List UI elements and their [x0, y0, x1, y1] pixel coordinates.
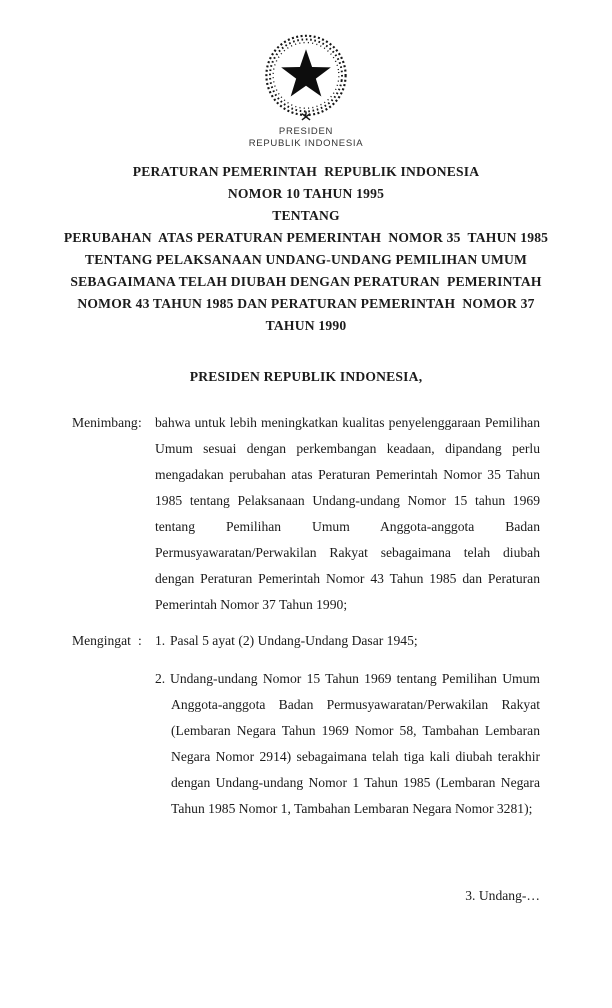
clause-menimbang: [72, 410, 540, 618]
item-number: 2.: [155, 671, 166, 686]
title-line: SEBAGAIMANA TELAH DIUBAH DENGAN PERATURAN PEMERINTAH: [70, 274, 542, 289]
letterhead-republik-indonesia-label: REPUBLIK INDONESIA: [248, 138, 364, 149]
letterhead-presiden-label: PRESIDEN: [278, 126, 334, 137]
title-line: NOMOR 10 TAHUN 1995: [227, 186, 385, 201]
title-line: PERATURAN PEMERINTAH REPUBLIK INDONESIA: [132, 164, 480, 179]
clause-colon: :: [138, 415, 142, 430]
menimbang-paragraph: bahwa untuk lebih meningkatkan kualitas penyelenggaraan Pemilihan Umum sesuai dengan perkembangan keadaan, dipandang perlu mengadakan perubahan atas Peraturan Pemerintah Nomor 35 Tahun 1985 tentang Pelaksanaan Undang-undang Nomor 15 tahun 1969 tentang Pemilihan Umum Anggota-anggota Badan Permusyawaratan/Perwakilan Rakyat sebagaimana telah diubah dengan Peraturan Pemerintah Nomor 43 Tahun 1985 dan Peraturan Pemerintah Nomor 37 Tahun 1990;: [155, 415, 540, 612]
item-number: 1.: [155, 633, 166, 648]
document-body: [72, 410, 540, 822]
clause-body: [155, 628, 540, 822]
title-line: TAHUN 1990: [265, 318, 347, 333]
list-item: [155, 666, 540, 822]
title-line: NOMOR 43 TAHUN 1985 DAN PERATURAN PEMERINTAH NOMOR 37: [77, 296, 535, 311]
item-text: Pasal 5 ayat (2) Undang-Undang Dasar 1945;: [170, 633, 418, 648]
list-item: [155, 628, 540, 654]
title-line: TENTANG: [272, 208, 340, 223]
document-title: [36, 161, 576, 337]
clause-mengingat: [72, 628, 540, 822]
title-line: PERUBAHAN ATAS PERATURAN PEMERINTAH NOMOR 35 TAHUN 1985: [63, 230, 549, 245]
presidential-star-wreath-emblem-icon: [261, 34, 351, 124]
clause-body: [155, 410, 540, 618]
salutation-heading: PRESIDEN REPUBLIK INDONESIA,: [189, 369, 423, 384]
clause-colon: :: [138, 633, 142, 648]
clause-label: Menimbang: [72, 415, 138, 430]
star-icon: [281, 49, 331, 96]
letterhead: [0, 34, 612, 150]
title-line: TENTANG PELAKSANAAN UNDANG-UNDANG PEMILIHAN UMUM: [84, 252, 528, 267]
clause-label: Mengingat: [72, 633, 131, 648]
page-catchword: 3. Undang-…: [465, 888, 540, 903]
item-text: Undang-undang Nomor 15 Tahun 1969 tentang Pemilihan Umum Anggota-anggota Badan Permusyawaratan/Perwakilan Rakyat (Lembaran Negara Tahun 1969 Nomor 58, Tambahan Lembaran Negara Nomor 2914) sebagaimana telah tiga kali diubah terakhir dengan Undang-undang Nomor 1 Tahun 1985 (Lembaran Negara Tahun 1985 Nomor 1, Tambahan Lembaran Negara Nomor 3281);: [170, 671, 540, 816]
